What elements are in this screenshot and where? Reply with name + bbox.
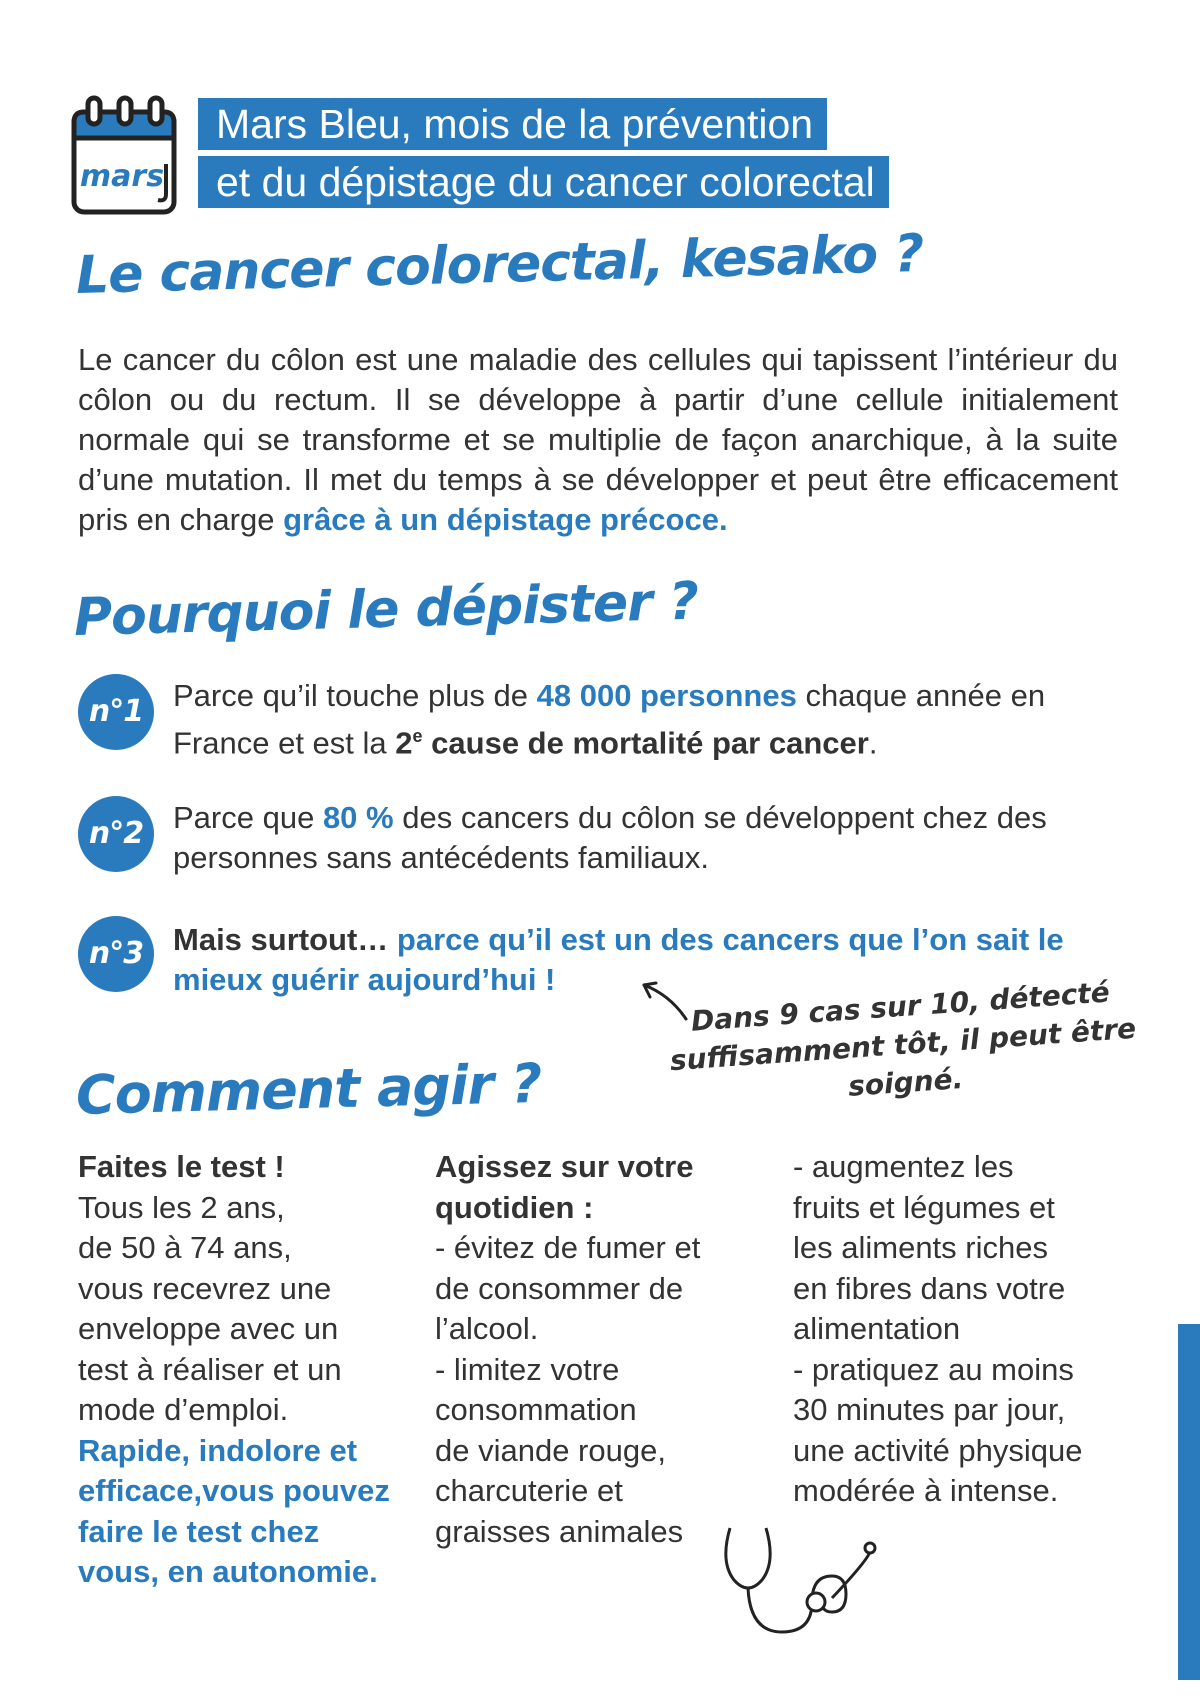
- calendar-label: mars: [79, 159, 165, 194]
- list-item: 30 minutes par jour,: [793, 1392, 1066, 1427]
- reason-badge-3: n°3: [78, 916, 154, 992]
- list-item: Tous les 2 ans,: [78, 1189, 285, 1225]
- list-item: vous, en autonomie.: [78, 1554, 378, 1589]
- list-item: consommation: [435, 1392, 637, 1427]
- list-item: l’alcool.: [435, 1311, 539, 1346]
- list-item: vous recevrez une: [78, 1270, 332, 1306]
- list-item: de consommer de: [435, 1270, 684, 1306]
- list-item: graisses animales: [435, 1513, 684, 1549]
- list-item: - limitez votre: [435, 1351, 620, 1387]
- section-title-comment: Comment agir ?: [75, 1051, 542, 1127]
- reason-1-text: Parce qu’il touche plus de 48 000 personnes chaque année en France et est la 2e cause de mortalité par cancer.: [173, 678, 1046, 761]
- list-item: de 50 à 74 ans,: [78, 1230, 292, 1265]
- side-tab: [1178, 1324, 1200, 1680]
- list-item: de viande rouge,: [435, 1432, 666, 1468]
- list-item: mode d’emploi.: [78, 1392, 289, 1427]
- list-item: modérée à intense.: [793, 1473, 1059, 1508]
- list-item: test à réaliser et un: [78, 1351, 342, 1387]
- reason-2-text: Parce que 80 % des cancers du côlon se développent chez des personnes sans antécédents familiaux.: [173, 800, 1047, 875]
- intro-highlight: grâce à un dépistage précoce.: [283, 502, 728, 537]
- list-item: une activité physique: [793, 1432, 1083, 1468]
- list-item: enveloppe avec un: [78, 1311, 339, 1346]
- list-item: charcuterie et: [435, 1473, 623, 1508]
- column-quotidien: [435, 1147, 775, 1552]
- column-test: [78, 1147, 418, 1593]
- list-item: en fibres dans votre: [793, 1270, 1066, 1306]
- list-item: efficace,vous pouvez: [78, 1473, 390, 1508]
- intro-paragraph: Le cancer du côlon est une maladie des cellules qui tapissent l’intérieur du côlon ou du rectum. Il se développe à partir d’une cellule initialement normale qui se transforme et se multiplie de façon anarchique, à la suite d’une mutation. Il met du temps à se développer et peut être efficacement pris en charge grâce à un dépistage précoce.: [78, 342, 1118, 537]
- col2-heading: quotidien :: [435, 1189, 594, 1225]
- list-item: fruits et légumes et: [793, 1189, 1055, 1225]
- banner-title-line2: et du dépistage du cancer colorectal: [198, 156, 889, 208]
- list-item: - évitez de fumer et: [435, 1230, 701, 1265]
- list-item: Rapide, indolore et: [78, 1432, 358, 1468]
- list-item: - augmentez les: [793, 1149, 1014, 1184]
- reason-3-text: Mais surtout… parce qu’il est un des cancers que l’on sait le mieux guérir aujourd’hui !: [173, 922, 1064, 997]
- reason-badge-2: n°2: [78, 796, 154, 872]
- section-title-pourquoi: Pourquoi le dépister ?: [73, 571, 699, 648]
- column-alimentation: [793, 1147, 1133, 1512]
- list-item: les aliments riches: [793, 1230, 1048, 1265]
- stethoscope-icon: [720, 1522, 880, 1642]
- col1-heading: Faites le test !: [78, 1149, 285, 1184]
- reason-badge-1: n°1: [78, 674, 154, 750]
- list-item: - pratiquez au moins: [793, 1351, 1074, 1387]
- list-item: alimentation: [793, 1311, 961, 1346]
- list-item: faire le test chez: [78, 1513, 320, 1549]
- banner-title-line1: Mars Bleu, mois de la prévention: [198, 98, 827, 150]
- side-note: Dans 9 cas sur 10, détecté suffisamment tôt, il peut être soigné.: [668, 975, 1138, 1103]
- col2-heading: Agissez sur votre: [435, 1149, 694, 1184]
- section-title-kesako: Le cancer colorectal, kesako ?: [75, 223, 924, 306]
- calendar-icon: [70, 94, 180, 218]
